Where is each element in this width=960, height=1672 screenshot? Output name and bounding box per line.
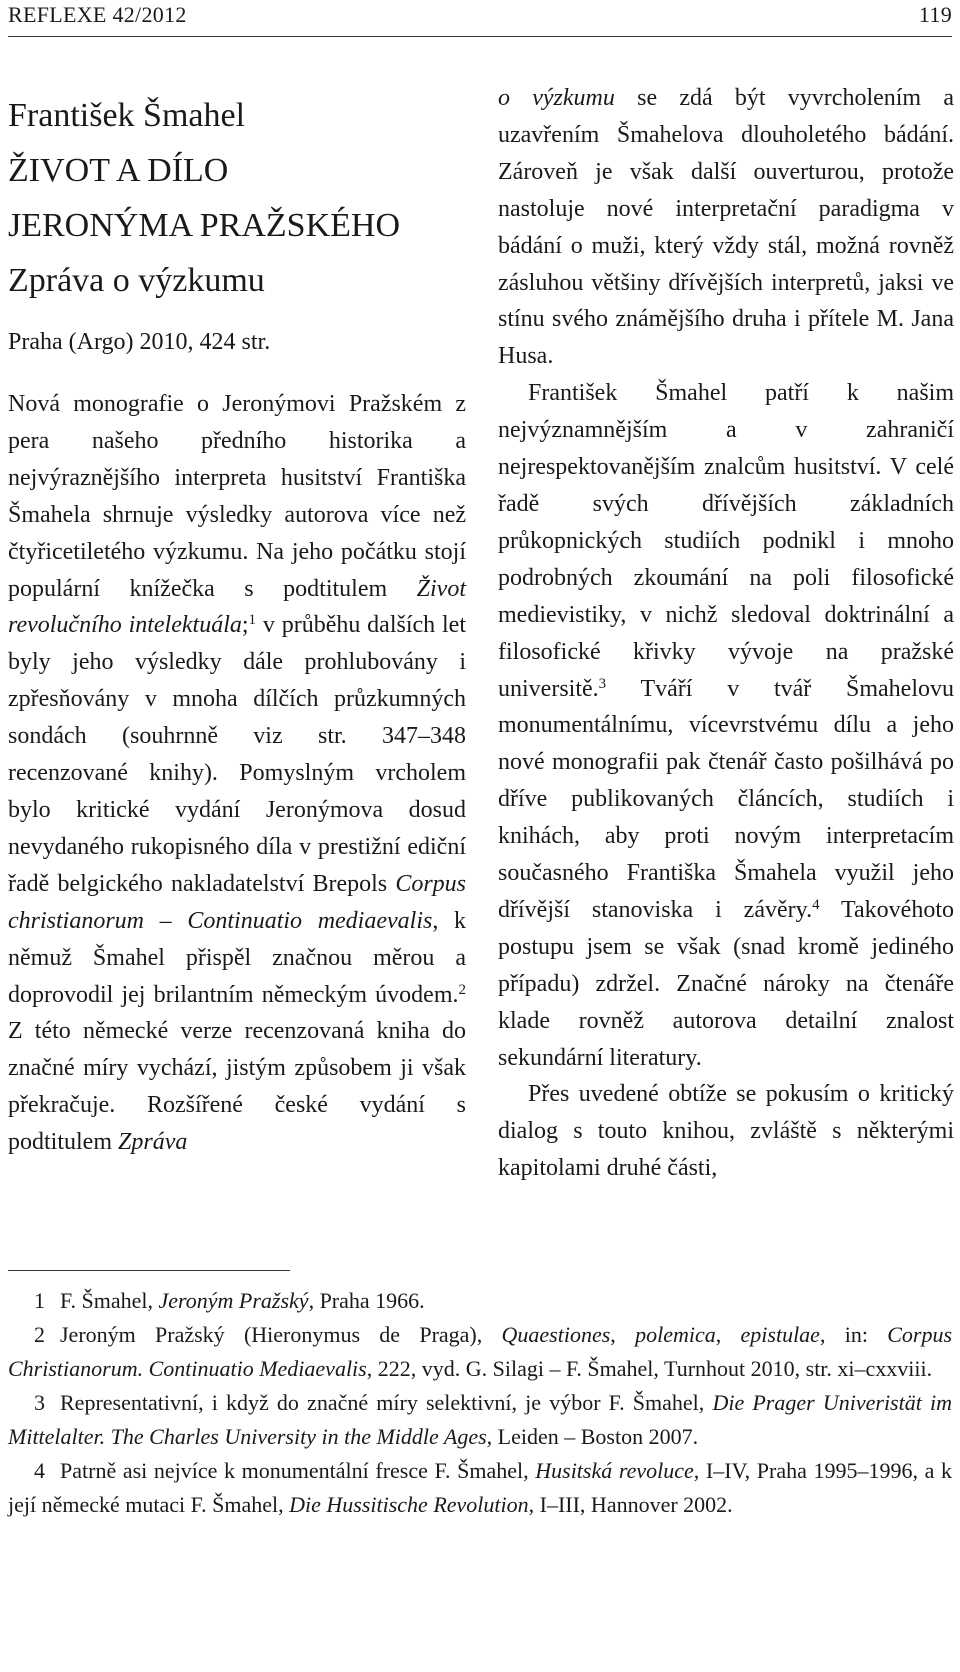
- text-run: ,: [610, 1322, 636, 1347]
- text-run: Patrně asi nejvíce k monumentální fresce F. Šmahel,: [60, 1458, 536, 1483]
- italic-title: polemica: [635, 1322, 716, 1347]
- text-run: , k němuž Šmahel přispěl značnou měrou a doprovodil jej brilantním německým úvodem.: [8, 907, 466, 1008]
- footnote-3: [8, 1386, 952, 1454]
- footnote-number: 2: [34, 1322, 45, 1347]
- italic-title: Jeroným Pražský: [158, 1288, 309, 1313]
- text-run: , Praha 1966.: [308, 1288, 425, 1313]
- footnote-ref-1[interactable]: 1: [248, 612, 257, 629]
- italic-title: Život revolučního intelektuála: [8, 575, 466, 639]
- text-run: Jeroným Pražský (Hieronymus de Praga),: [60, 1322, 502, 1347]
- text-run: Tváří v tvář Šmahelovu monumentálnímu, vícevrstvému dílu a jeho nové monografii pak čtenář často pošilhává po dříve publikovaných článcích, studiích i knihách, aby proti novým interpretacím současného Františka Šmahela využil jeho dřívější stanoviska i závěry.: [498, 675, 954, 923]
- paragraph-1-continued: [498, 80, 954, 375]
- text-run: se zdá být vyvrcholením a uzavřením Šmahelova dlouholetého bádání. Zároveň je však další ouverturou, protože nastoluje nové interpretační paradigma v bádání o muži, který vždy stál, možná rovněž zásluhou většiny dřívějších interpretů, jaksi ve stínu svého známějšího druha i přítele M. Jana Husa.: [498, 85, 954, 370]
- text-run: Z této německé verze recenzovaná kniha do značné míry vychází, jistým způsobem ji však překračuje. Rozšířené české vydání s podtitulem: [8, 1018, 466, 1156]
- text-run: František Šmahel patří k našim nejvýznamnějším a v zahraničí nejrespektovanějším znalcům husitství. V celé řadě svých dřívějších základních průkopnických studiích podnikl i mnoho podrobných zkoumání na poli filosofické medievistiky, v nichž sledoval doktrinální a filosofické křivky vývoje na pražské universitě.: [498, 380, 954, 702]
- paragraph-1: [8, 386, 466, 1161]
- footnote-ref-3[interactable]: 3: [598, 675, 607, 692]
- footnotes: [8, 1284, 952, 1522]
- italic-title: Corpus Christianorum. Continuatio Mediaevalis: [8, 1322, 953, 1381]
- text-run: , Leiden – Boston 2007.: [486, 1424, 699, 1449]
- paragraph-3: Přes uvedené obtíže se pokusím o kritický dialog s touto knihou, zvláště s některými kapitolami druhé části,: [498, 1081, 954, 1182]
- text-run: ,: [715, 1322, 741, 1347]
- text-run: Nová monografie o Jeronýmovi Pražském z pera našeho předního historika a nejvýraznějšího interpreta husitství Františka Šmahela shrnuje výsledky autorova více než čtyřicetiletého výzkumu. Na jeho počátku stojí populární knížečka s podtitulem: [8, 391, 466, 602]
- page-number: 119: [918, 2, 952, 27]
- header-rule: [8, 36, 952, 37]
- paragraph-2: [498, 375, 954, 1076]
- italic-title: epistulae: [740, 1322, 820, 1347]
- book-title-line-1: ŽIVOT A DÍLO: [8, 152, 229, 189]
- footnote-4: [8, 1454, 952, 1522]
- italic-title: Quaestiones: [501, 1322, 611, 1347]
- book-subtitle: Zpráva o výzkumu: [8, 262, 265, 299]
- left-column: [8, 88, 466, 1161]
- footnote-ref-2[interactable]: 2: [458, 981, 466, 998]
- italic-title: o výzkumu: [498, 85, 615, 111]
- publication-info: Praha (Argo) 2010, 424 str.: [8, 329, 271, 355]
- italic-title: Corpus christianorum – Continuatio mediaevalis: [8, 870, 466, 934]
- footnote-ref-4[interactable]: 4: [812, 896, 820, 913]
- italic-title: Die Prager Univeristät im Mittelalter. The Charles University in the Middle Ages: [8, 1390, 952, 1449]
- text-run: Representativní, i když do značné míry selektivní, je výbor F. Šmahel,: [60, 1390, 713, 1415]
- italic-title: Die Hussitische Revolution: [289, 1492, 529, 1517]
- text-run: , I–IV, Praha 1995–1996, a k její německé mutaci F. Šmahel,: [8, 1458, 952, 1517]
- book-author: František Šmahel: [8, 97, 246, 134]
- footnote-rule: [8, 1270, 290, 1271]
- book-heading: [8, 88, 466, 308]
- footnote-number: 4: [34, 1458, 45, 1483]
- book-title-line-2: JERONÝMA PRAŽSKÉHO: [8, 207, 400, 244]
- italic-title: Husitská revoluce: [535, 1458, 694, 1483]
- italic-title: Zpráva: [118, 1129, 188, 1156]
- text-run: v průběhu dalších let byly jeho výsledky dále prohlubovány i zpřesňovány v mnoha dílčích průzkumných sondách (souhrnně viz str. 347–348 recenzované knihy). Pomyslným vrcholem bylo kritické vydání Jeronýmova dosud nevydaného rukopisného díla v prestižní ediční řadě belgického nakladatelství Brepols: [8, 612, 466, 897]
- running-head: [8, 0, 952, 36]
- footnote-number: 3: [34, 1390, 45, 1415]
- text-run: , 222, vyd. G. Silagi – F. Šmahel, Turnhout 2010, str. xi–cxxviii.: [366, 1356, 933, 1381]
- footnote-number: 1: [34, 1288, 45, 1313]
- footnote-1: [8, 1284, 952, 1318]
- text-run: ;: [241, 612, 249, 639]
- footnote-2: [8, 1318, 952, 1386]
- right-column: [498, 80, 954, 1187]
- text-run: , in:: [819, 1322, 888, 1347]
- journal-issue: REFLEXE 42/2012: [8, 2, 187, 27]
- text-run: F. Šmahel,: [60, 1288, 159, 1313]
- text-run: , I–III, Hannover 2002.: [528, 1492, 733, 1517]
- text-run: Takovéhoto postupu jsem se však (snad kromě jediného případu) zdržel. Značné nároky na čtenáře klade rovněž autorova detailní znalost sekundární literatury.: [498, 896, 954, 1071]
